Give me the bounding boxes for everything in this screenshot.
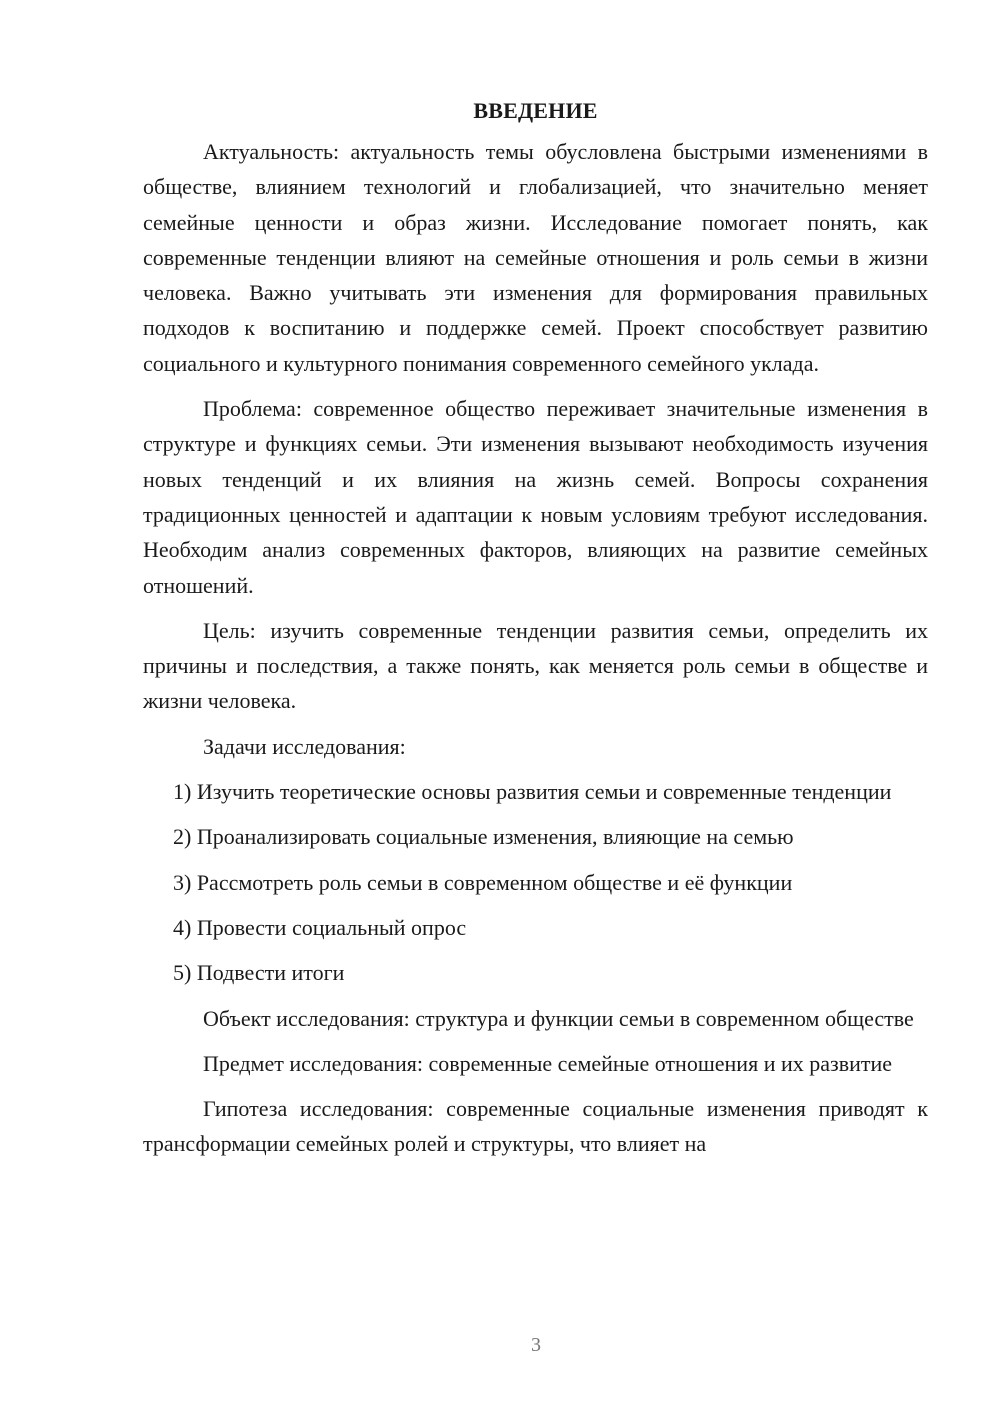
goal-paragraph: Цель: изучить современные тенденции развития семьи, определить их причины и последствия, а также понять, как меняется роль семьи в обществе и жизни человека.	[143, 617, 928, 714]
object-paragraph: Объект исследования: структура и функции семьи в современном обществе	[203, 1005, 914, 1031]
task-item: 2) Проанализировать социальные изменения, влияющие на семью	[173, 824, 794, 850]
hypothesis-paragraph: Гипотеза исследования: современные социальные изменения приводят к трансформации семейных ролей и структуры, что влияет на	[143, 1096, 928, 1157]
problem-paragraph: Проблема: современное общество переживает значительные изменения в структуре и функциях семьи. Эти изменения вызывают необходимость изучения новых тенденций и их влияния на жизнь семей. Вопросы сохранения традиционных ценностей и адаптации к новым условиям требуют исследования. Необходим анализ современных факторов, влияющих на развитие семейных отношений.	[143, 396, 928, 598]
page-number: 3	[531, 1334, 541, 1356]
section-title: ВВЕДЕНИЕ	[473, 98, 598, 123]
relevance-paragraph: Актуальность: актуальность темы обусловлена быстрыми изменениями в обществе, влиянием технологий и глобализацией, что значительно меняет семейные ценности и образ жизни. Исследование помогает понять, как современные тенденции влияют на семейные отношения и роль семьи в жизни человека. Важно учитывать эти изменения для формирования правильных подходов к воспитанию и поддержке семей. Проект способствует развитию социального и культурного понимания современного семейного уклада.	[143, 139, 928, 376]
tasks-heading: Задачи исследования:	[203, 733, 406, 759]
task-item: 1) Изучить теоретические основы развития семьи и современные тенденции	[173, 779, 892, 805]
subject-paragraph: Предмет исследования: современные семейные отношения и их развитие	[203, 1050, 893, 1076]
task-item: 5) Подвести итоги	[173, 960, 345, 986]
page-content	[143, 93, 928, 1172]
task-item: 3) Рассмотреть роль семьи в современном обществе и её функции	[173, 869, 793, 895]
task-item: 4) Провести социальный опрос	[173, 914, 467, 940]
